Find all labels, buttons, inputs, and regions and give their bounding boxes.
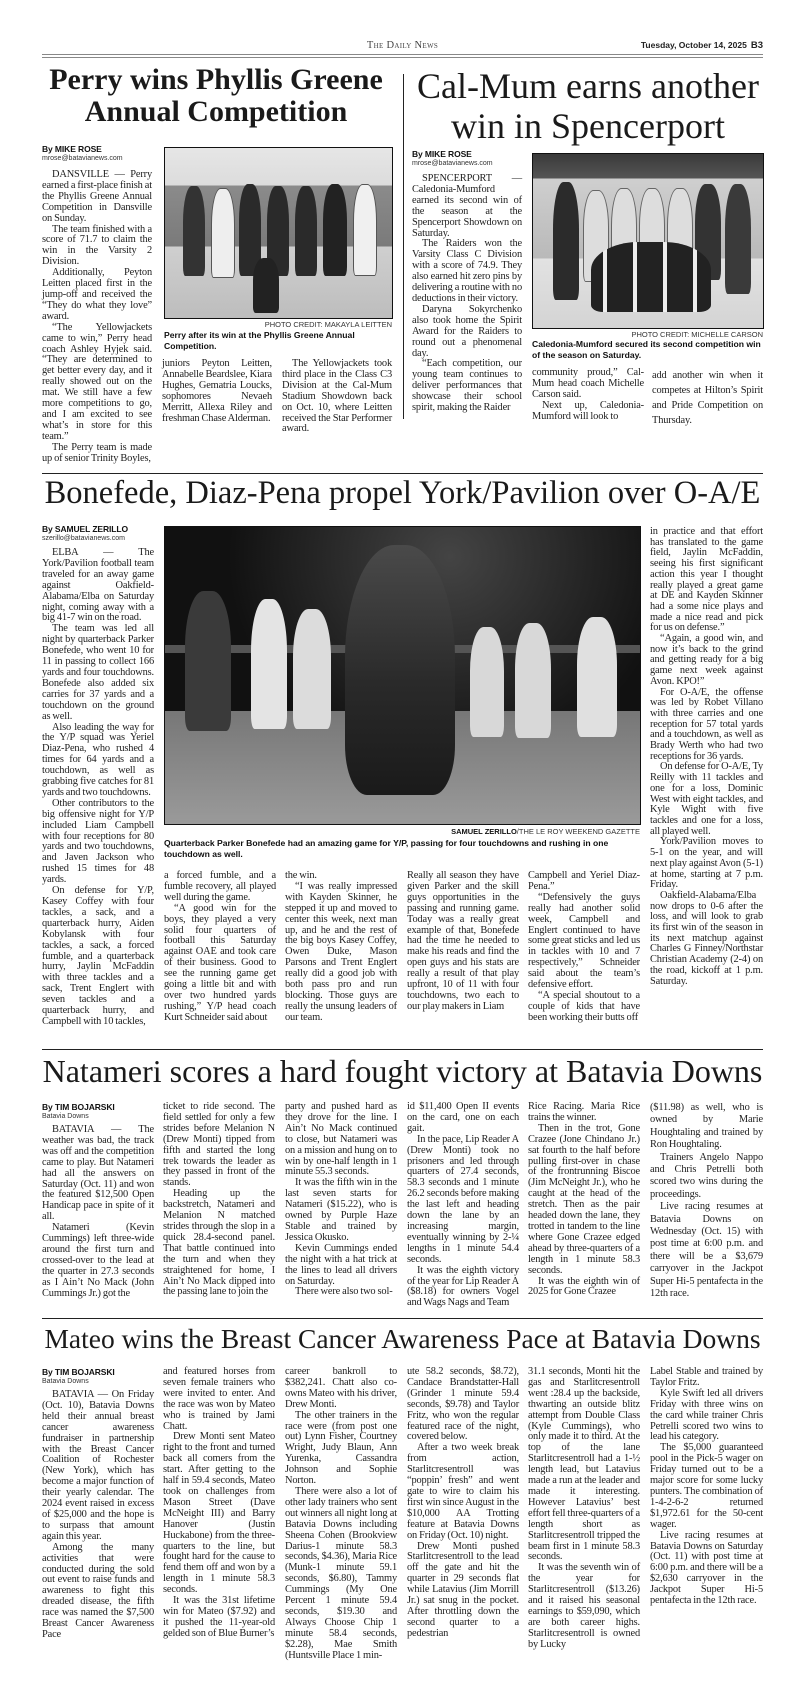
- article-column: [650, 1102, 763, 1301]
- paragraph: The team was led all night by quarterback Parker Bonefede, who went 10 for 11 in passing to collect 166 yards and four touchdowns. Bonefede also added six carries for 37 yards and a touchdown on the ground as well.: [42, 623, 154, 722]
- paragraph: It was the eighth victory of the year for Lip Reader A ($8.18) for owners Vogel and Wags Nags and Team: [407, 1264, 519, 1309]
- paragraph: BATAVIA — On Friday (Oct. 10), Batavia Downs held their annual breast cancer awareness fundraiser in partnership with the Breast Cancer Coalition of Rochester (New York), which has become a major function of their yearly calendar. The 2024 event raised in excess of $25,000 and the hope is to surpass that amount again this year.: [42, 1389, 154, 1542]
- photo-credit: PHOTO CREDIT: MICHELLE CARSON: [631, 330, 763, 339]
- team-photo: [164, 147, 393, 319]
- paragraph: Additionally, Peyton Leitten placed first in the jump-off and received the “They do what they love” award.: [42, 267, 152, 322]
- headline: Perry wins Phyllis Greene Annual Competition: [49, 63, 383, 129]
- page-number: B3: [750, 40, 763, 51]
- paragraph: SPENCERPORT — Caledonia-Mumford earned its second win of the season at the Spencerport Showdown on Saturday.: [412, 173, 522, 239]
- byline-block: [412, 149, 524, 167]
- paragraph: The $5,000 guaranteed pool in the Pick-5 wager on Friday turned out to be a major score for some lucky punters. The combination of 1-4-2-6-2 returned $1,972.61 for the 50-cent wager.: [650, 1442, 763, 1530]
- paragraph: ticket to ride second. The field settled for only a few strides before Melanion N (Drew Monti) tipped from fifth and started the long trek towards the leader as they passed in front of the stands.: [163, 1101, 275, 1189]
- photo-caption: Quarterback Parker Bonefede had an amazing game for Y/P, passing for four touchdowns and rushing in one touchdown as well.: [164, 838, 609, 859]
- publication: /THE LE ROY WEEKEND GAZETTE: [516, 827, 640, 836]
- paragraph: It was the eighth win of 2025 for Gone Crazee: [528, 1275, 640, 1298]
- newspaper-name: The Daily News: [366, 40, 439, 51]
- section-divider: [42, 1049, 763, 1050]
- byline-block: [42, 1102, 154, 1120]
- article-column: [407, 871, 519, 1013]
- paragraph: Kevin Cummings ended the night with a hat trick at the lines to lead all drivers on Saturday.: [285, 1242, 397, 1287]
- paragraph: the win.: [285, 870, 317, 881]
- paragraph: Drew Monti sent Mateo right to the front and turned back all comers from the start. After getting to the half in 59.4 seconds, Mateo took on challenges from Mason Street (Dave McNeight III) and Barry Hanover (Justin Huckabone) from the three-quarters to the line, but fought hard for the cause to fend them off and won by a length in 1 minute 58.3 seconds.: [163, 1431, 275, 1596]
- paragraph: Oakfield-Alabama/Elba now drops to 0-6 after the loss, and will look to grab its first win of the season in its next matchup against Charles G Finney/Northstar Christian Academy (2-4) on the road, kickoff at 1 p.m. Saturday.: [650, 889, 763, 987]
- photographer: SAMUEL ZERILLO: [451, 827, 517, 836]
- source: Batavia Downs: [42, 1378, 89, 1385]
- source: Batavia Downs: [42, 1113, 89, 1120]
- paragraph: “Defensively the guys really had another solid week, Campbell and Englert continued to have some great sticks and led us in tackles with 10 and 7 respectively,” Schneider said about the team’s defensive effort.: [528, 891, 640, 991]
- article-column: [412, 174, 522, 414]
- team-photo: [532, 153, 764, 329]
- paragraph: “A good win for the boys, they played a very solid four quarters of football this Saturday against OAE and took care of their business. Good to see the running game get going a little bit and with over two hundred yards rushing,” Y/P head coach Kurt Schneider said about: [164, 902, 276, 1023]
- paragraph: ELBA — The York/Pavilion football team traveled for an away game against Oakfield-Alabama/Elba on Saturday night, coming away with a big 41-7 win on the road.: [42, 547, 154, 624]
- paragraph: Among the many activities that were conducted during the sold out event to raise funds and awareness to fight this dreaded disease, the fifth race was named the $7,500 Breast Cancer Awareness Pace: [42, 1541, 154, 1640]
- article-column: [532, 368, 644, 423]
- paragraph: “Each competition, our young team continues to deliver performances that showcase their school spirit, making the Raider: [412, 358, 522, 414]
- article-column: [42, 1125, 154, 1300]
- byline: By MIKE ROSE: [412, 149, 472, 159]
- paragraph: Drew Monti pushed Starlitcresentroll to the lead off the gate and hit the quarter in 29 seconds flat while Latavius (Jim Morrill Jr.) sat snug in the pocket. After throttling down the second quarter to a pedestrian: [407, 1540, 519, 1639]
- paragraph: community proud,” Cal-Mum head coach Michelle Carson said.: [532, 367, 644, 400]
- paragraph: party and pushed hard as they drove for the line. I Ain’t No Mack continued to close, but Natameri was on a mission and hung on to win by one-half length in 1 minute 55.3 seconds.: [285, 1101, 397, 1178]
- photo-caption: Perry after its win at the Phyllis Greene Annual Competition.: [164, 330, 355, 351]
- article-column: [285, 1102, 397, 1298]
- byline: By TIM BOJARSKI: [42, 1102, 115, 1112]
- paragraph: The Raiders won the Varsity Class C Division with a score of 74.9. They also earned hit zero pins by delivering a routine with no deductions in their victory.: [412, 238, 522, 304]
- paragraph: On defense for Y/P, Kasey Coffey with four tackles, a sack, and a quarterback hurry, Aiden Kobylansk with four tackles, a sack, a forced fumble, and a quarterback hurry, Jaylin McFaddin with three tackles and a sack, Trent Englert with seven tackles and a quarterback hurry, and Campbell with 10 tackles,: [42, 885, 154, 1027]
- section-divider: [42, 1318, 763, 1319]
- paragraph: On defense for O-A/E, Ty Reilly with 11 tackles and one for a loss, Dominic West with eight tackles, and Kyle Wight with five tackles and one for a loss, all played well.: [650, 761, 763, 837]
- article-column: [650, 527, 763, 987]
- byline-block: [42, 144, 154, 162]
- photo-credit: [164, 827, 640, 836]
- paragraph: The other trainers in the race were (from post one out) Lynn Fisher, Courtney Wright, Judy Blaun, Ann Yurenka, Cassandra Johnson and Sophie Norton.: [285, 1409, 397, 1487]
- paragraph: Really all season they have given Parker and the skill guys opportunities in the passing and running game. Today was a really great example of that, Bonefede had the time he needed to make his reads and find the open guys and his stats are really a result of that play upfront, 10 of 11 with four touchdowns, two each to our play makers in Liam: [407, 870, 519, 1012]
- headline: Mateo wins the Breast Cancer Awareness Pace at Batavia Downs: [44, 1324, 761, 1354]
- paragraph: “A special shoutout to a couple of kids that have been working their butts off: [528, 989, 640, 1023]
- paragraph: It was the seventh win of the year for Starlitcresentroll ($13.26) and it raised his seasonal earnings to $59,090, which are both career highs. Starlitcresentroll is owned by Lucky: [528, 1562, 640, 1650]
- paragraph: and featured horses from seven female trainers who were invited to enter. And the race was won by Mateo who is trained by Jami Chatt.: [163, 1366, 275, 1432]
- paragraph: Live racing resumes at Batavia Downs on Saturday (Oct. 11) with post time at 6:00 p.m. and there will be a $2,630 carryover in the Jackpot Super Hi-5 pentafecta in the 12th race.: [650, 1529, 763, 1607]
- headline: Natameri scores a hard fought victory at Batavia Downs: [42, 1054, 763, 1089]
- paragraph: There were also a lot of other lady trainers who sent out winners all night long at Batavia Downs including Sheena Cohen (Brookview Darius-1 minute 58.3 seconds, $4.36), Maria Rice (Munk-1 minute 59.1 seconds, $6.80), Tammy Cummings (My One Percent 1 minute 59.4 seconds, $19.30 and Always Choose Chip 1 minute 58.4 seconds, $2.28), Mae Smith (Huntsville Place 1 min-: [285, 1485, 397, 1661]
- paragraph: Daryna Sokyrchenko also took home the Spirit Award for the Raiders to round out a phenomenal day.: [412, 303, 522, 359]
- article-column: [285, 1367, 397, 1661]
- paragraph: id $11,400 Open II events on the card, one on each gait.: [407, 1101, 519, 1134]
- article-column: [652, 368, 763, 428]
- paragraph: The Perry team is made up of senior Trinity Boyles,: [42, 441, 152, 464]
- header-rule: [42, 54, 763, 58]
- dateline: [641, 40, 763, 51]
- paragraph: DANSVILLE — Perry earned a first-place finish at the Phyllis Greene Annual Competition in Dansville on Sunday.: [42, 169, 152, 224]
- byline: By TIM BOJARSKI: [42, 1367, 115, 1377]
- paragraph: in practice and that effort has translated to the game field, Jaylin McFaddin, seeing his first significant action this year I thought really played a great game at DE and Kayden Skinner had a some nice plays and made a nice read and pick for us on defense.”: [650, 526, 763, 634]
- byline-block: [42, 1367, 154, 1385]
- author-email[interactable]: mrose@batavianews.com: [412, 160, 493, 167]
- paragraph: In the pace, Lip Reader A (Drew Monti) took no prisoners and led through quarters of 27.4 seconds, 58.3 seconds and 1 minute 26.2 seconds before making the last left and heading down the lane by an increasing margin, eventually winning by 2-¼ lengths in 1 minute 54.4 seconds.: [407, 1133, 519, 1265]
- paragraph: Then in the trot, Gone Crazee (Jone Chindano Jr.) sat fourth to the half before pulling first-over in chase of the frontrunning Biscoe (Jim McNeight Jr.), who he caught at the head of the stretch. Then as the pair headed down the lane, they trotted in tandem to the line where Gone Crazee edged ahead by three-quarters of a length in 1 minute 58.3 seconds.: [528, 1122, 640, 1276]
- paragraph: Other contributors to the big offensive night for Y/P included Liam Campbell with four receptions for 80 yards and two touchdowns, and Javen Jackson who rushed 15 times for 48 yards.: [42, 797, 154, 886]
- paragraph: a forced fumble, and a fumble recovery, all played well during the game.: [164, 870, 276, 903]
- article-column: [163, 1102, 275, 1298]
- paragraph: Label Stable and trained by Taylor Fritz.: [650, 1366, 763, 1388]
- paragraph: There were also two sol-: [295, 1286, 393, 1298]
- byline-block: [42, 524, 154, 542]
- article-column: [163, 1367, 275, 1640]
- article-column: [528, 1367, 640, 1651]
- paragraph: Also leading the way for the Y/P squad was Yeriel Diaz-Pena, who rushed 4 times for 64 yards and a touchdown, as well as grabbing five catches for 81 yards and two touchdowns.: [42, 721, 154, 798]
- photo-credit: PHOTO CREDIT: MAKAYLA LEITTEN: [264, 320, 392, 329]
- paragraph: The Yellowjackets took third place in the Class C3 Division at the Cal-Mum Stadium Showdown back on Oct. 10, where Leitten received the Star Performer award.: [282, 358, 392, 435]
- article-column: [407, 1102, 519, 1309]
- paragraph: “The Yellowjackets came to win,” Perry head coach Ashley Hyjek said. “They are determined to get better every day, and it really showed out on the mat. We still have a few more competitions to go, and I am excited to see what’s in store for this team.”: [42, 321, 152, 442]
- paragraph: Natameri (Kevin Cummings) left three-wide around the first turn and crossed-over to the lead at the quarter in 27.3 seconds as I Ain’t No Mack (John Cummings Jr.) got the: [42, 1222, 154, 1299]
- article-column: [164, 871, 276, 1024]
- article-column: [42, 1390, 154, 1641]
- paragraph: It was the fifth win in the last seven starts for Natameri ($15.22), who is owned by Purple Haze Stable and trained by Jessica Okusko.: [285, 1177, 397, 1243]
- article-column: [42, 170, 152, 464]
- author-email[interactable]: mrose@batavianews.com: [42, 155, 123, 162]
- paragraph: BATAVIA — The weather was bad, the track was off and the competition came to play. But Natameri had all the answers on Saturday (Oct. 11) and won the featured $12,500 Open Handicap pace in spite of it all.: [42, 1124, 154, 1223]
- paragraph: career bankroll to $382,241. Chatt also co-owns Mateo with his driver, Drew Monti.: [285, 1366, 397, 1410]
- paragraph: juniors Peyton Leitten, Annabelle Beardslee, Kiara Hughes, Gematria Loucks, sophomores Nevaeh Merritt, Allexa Riley and freshman Chase Alderman.: [162, 358, 272, 424]
- paragraph: add another win when it competes at Hilton’s Spirit and Pride Competition on Thursday.: [652, 370, 763, 426]
- paragraph: “I was really impressed with Kayden Skinner, he stepped it up and moved to center this week, next man up, and he and the rest of the big boys Kasey Coffey, Owen Duke, Mason Parsons and Trent Englert really did a good job with both pass pro and run blocking. Those guys are really the unsung leaders of our team.: [285, 880, 397, 1023]
- byline: By SAMUEL ZERILLO: [42, 524, 128, 534]
- paragraph: The team finished with a score of 71.7 to claim the win in the Varsity 2 Division.: [42, 223, 152, 268]
- article-column: [42, 548, 154, 1028]
- photo-caption: Caledonia-Mumford secured its second competition win of the season on Saturday.: [532, 339, 761, 360]
- paragraph: “Again, a good win, and now it’s back to the grind and getting ready for a big game next week against Avon. KPO!”: [650, 633, 763, 687]
- issue-date: Tuesday, October 14, 2025: [640, 40, 747, 50]
- paragraph: Live racing resumes at Batavia Downs on Wednesday (Oct. 15) with post time at 6:00 p.m. and there will be a $3,679 carryover in the Jackpot Super Hi-5 pentafecta in the 12th race.: [650, 1201, 763, 1300]
- column-divider: [403, 74, 404, 419]
- article-column: [162, 359, 272, 424]
- article-column: [528, 1102, 640, 1298]
- byline: By MIKE ROSE: [42, 144, 102, 154]
- football-photo: [164, 526, 641, 825]
- page-header: [42, 40, 763, 54]
- paragraph: It was the 31st lifetime win for Mateo ($7.92) and it pushed the 11-year-old gelded son of Blue Burner’s: [163, 1595, 275, 1639]
- article-column: [285, 871, 397, 1024]
- article-column: [650, 1367, 763, 1607]
- paragraph: ute 58.2 seconds, $8.72), Candace Brandstatter-Hall (Grinder 1 minute 59.4 seconds, $9.78) and Taylor Fritz, who won the regular featured race of the night, covered below.: [407, 1366, 519, 1443]
- paragraph: Next up, Caledonia-Mumford will look to: [532, 399, 644, 422]
- paragraph: 31.1 seconds, Monti hit the gas and Starlitcresentroll went :28.4 up the backside, thwarting an outside blitz attempt from Double Class (Kyle Cummings), who only made it to third. At the top of the lane Starlitcresentroll had a 1-½ length lead, but Latavius made a run at the leader and made it interesting. However Latavius’ best effort fell three-quarters of a length short as Starlitcresentroll tripped the beam first in 1 minute 58.3 seconds.: [528, 1366, 640, 1563]
- section-divider: [42, 473, 763, 474]
- author-email[interactable]: szerillo@batavianews.com: [42, 535, 125, 542]
- headline: Cal-Mum earns another win in Spencerport: [417, 66, 759, 146]
- paragraph: York/Pavilion moves to 5-1 on the year, and will next play against Avon (5-1) at home, starting at 7 p.m. Friday.: [650, 836, 763, 891]
- article-column: [282, 359, 392, 435]
- paragraph: Trainers Angelo Nappo and Chris Petrelli both scored two wins during the proceedings.: [650, 1151, 763, 1200]
- paragraph: Campbell and Yeriel Diaz-Pena.”: [528, 870, 640, 892]
- paragraph: For O-A/E, the offense was led by Robet Villano with three carries and one reception for 57 total yards and a touchdown, as well as Brady Werth who had two receptions for 36 yards.: [650, 686, 763, 762]
- paragraph: Rice Racing. Maria Rice trains the winner.: [528, 1101, 640, 1123]
- headline: Bonefede, Diaz-Pena propel York/Pavilion over O-A/E: [44, 476, 761, 511]
- paragraph: ($11.98) as well, who is owned by Marie Houghtaling and trained by Ron Houghtaling.: [650, 1102, 763, 1151]
- paragraph: Kyle Swift led all drivers Friday with three wins on the card while trainer Chris Petrelli scored two wins to lead his category.: [650, 1387, 763, 1443]
- paragraph: Heading up the backstretch, Natameri and Melanion N matched strides through the slop in a quick 28.4-second panel. That battle continued into the turn and when they straightened for home, I Ain’t No Mack dipped into the passing lane to join the: [163, 1188, 275, 1298]
- paragraph: After a two week break from action, Starlitcresentroll was “poppin’ fresh” and went gate to wire to claim his first win since August in the $10,000 AA Trotting feature at Batavia Downs on Friday (Oct. 10) night.: [407, 1442, 519, 1541]
- article-column: [407, 1367, 519, 1640]
- article-column: [528, 871, 640, 1024]
